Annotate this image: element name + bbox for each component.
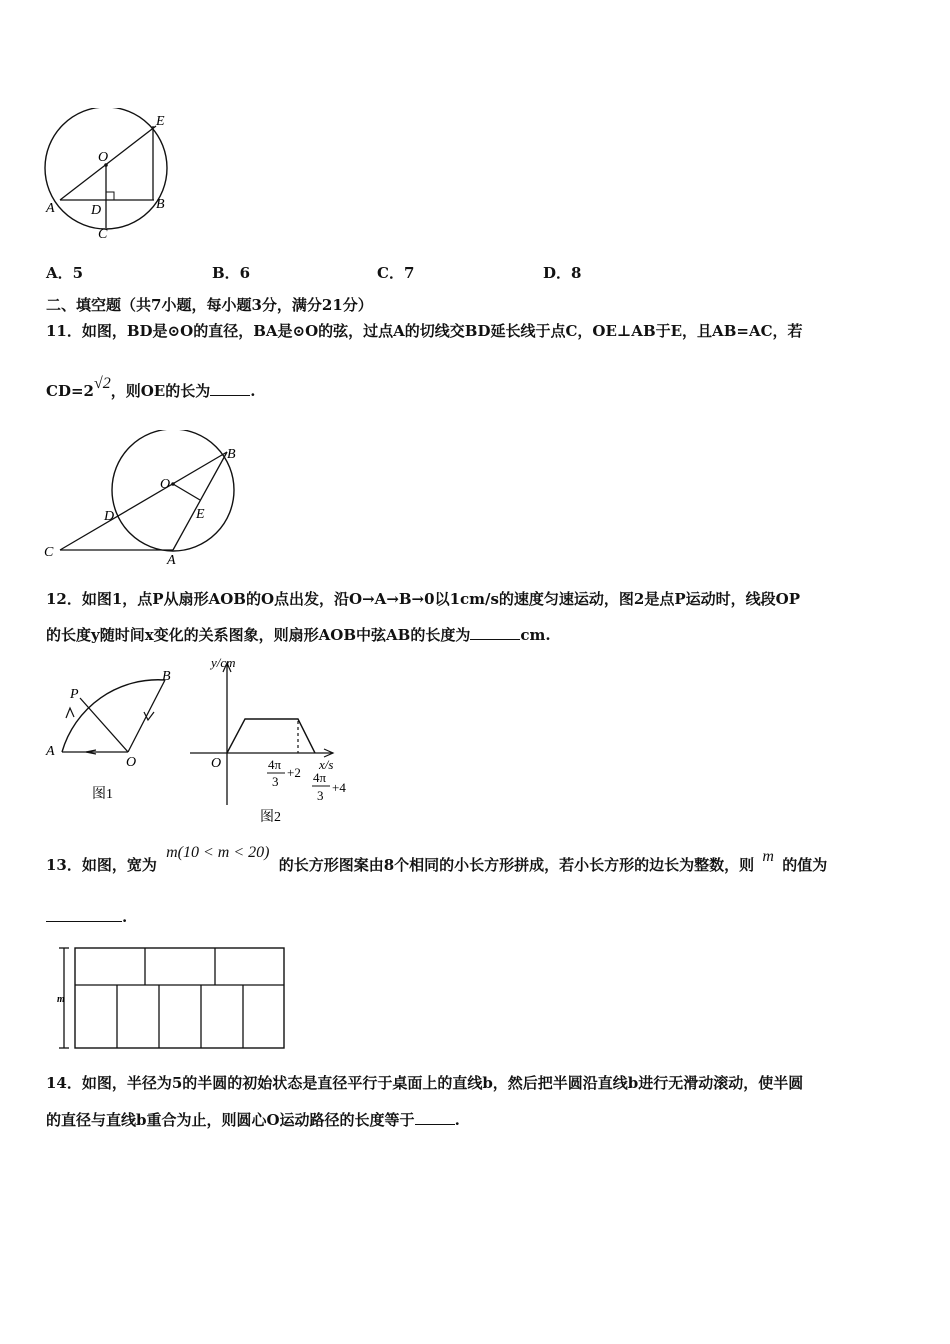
option-a: A．5 bbox=[46, 264, 84, 282]
label-C: C bbox=[44, 545, 54, 560]
label-B: B bbox=[227, 447, 236, 462]
option-b: B．6 bbox=[212, 264, 251, 282]
q13-prefix: 13．如图，宽为 bbox=[46, 856, 157, 874]
fig1-caption: 图1 bbox=[92, 787, 113, 802]
q12-figure1-sector bbox=[40, 660, 180, 805]
q14-end: . bbox=[454, 1111, 460, 1129]
label-B: B bbox=[156, 197, 165, 212]
tick1-add: +2 bbox=[287, 765, 301, 780]
fig2-caption: 图2 bbox=[260, 810, 281, 825]
label-A: A bbox=[46, 201, 55, 216]
y-axis-label: y/cm bbox=[211, 655, 236, 670]
x-axis-label: x/s bbox=[319, 757, 334, 772]
q13-end: . bbox=[122, 908, 128, 926]
label-D: D bbox=[91, 203, 102, 218]
label-O: O bbox=[126, 755, 137, 770]
q13-m-var: m bbox=[762, 848, 774, 865]
tick1-denominator: 3 bbox=[272, 774, 279, 789]
q11-circle-figure bbox=[40, 430, 245, 568]
q12-answer-blank[interactable] bbox=[470, 625, 520, 640]
q12-line2-text: 的长度y随时间x变化的关系图象，则扇形AOB中弦AB的长度为 bbox=[46, 626, 471, 644]
q13-line1 bbox=[46, 844, 828, 877]
q13-answer-blank[interactable] bbox=[46, 907, 122, 922]
label-B: B bbox=[162, 669, 171, 684]
label-P: P bbox=[70, 687, 79, 702]
q14-line2 bbox=[46, 1109, 460, 1131]
q13-middle: 的长方形图案由8个相同的小长方形拼成，若小长方形的边长为整数，则 bbox=[278, 856, 755, 874]
label-A: A bbox=[46, 744, 55, 759]
q12-line2 bbox=[46, 624, 551, 646]
label-C: C bbox=[98, 227, 108, 242]
tick2-denominator: 3 bbox=[317, 788, 324, 803]
q14-line1: 14．如图，半径为5的半圆的初始状态是直径平行于桌面上的直线b，然后把半圆沿直线b进行无滑动滚动，使半圆 bbox=[46, 1074, 804, 1092]
q14-answer-blank[interactable] bbox=[415, 1110, 455, 1125]
label-O: O bbox=[160, 477, 171, 492]
width-label: m bbox=[57, 994, 65, 1005]
q11-suffix: ，则OE的长为 bbox=[110, 382, 211, 400]
label-O: O bbox=[98, 150, 109, 165]
q11-radical: √2 bbox=[93, 375, 111, 392]
q13-suffix: 的值为 bbox=[782, 856, 828, 874]
label-A: A bbox=[167, 553, 176, 568]
q14-line2-text: 的直径与直线b重合为止，则圆心O运动路径的长度等于 bbox=[46, 1111, 415, 1129]
section-header: 二、填空题（共7小题，每小题3分，满分21分） bbox=[46, 296, 373, 314]
label-D: D bbox=[104, 509, 115, 524]
q11-end: . bbox=[250, 382, 256, 400]
q13-math: m(10 < m < 20) bbox=[166, 844, 270, 861]
option-d: D．8 bbox=[543, 264, 582, 282]
q12-figure2-graph bbox=[185, 655, 360, 827]
tick1-numerator: 4π bbox=[268, 757, 282, 772]
q11-line1: 11．如图，BD是⊙O的直径，BA是⊙O的弦，过点A的切线交BD延长线于点C，OE⊥AB于E，且AB=AC，若 bbox=[46, 322, 803, 340]
option-c: C．7 bbox=[377, 264, 415, 282]
q13-line2 bbox=[46, 906, 127, 928]
origin-label: O bbox=[211, 756, 222, 771]
q10-circle-figure bbox=[38, 108, 178, 246]
tick2-numerator: 4π bbox=[313, 770, 327, 785]
label-E: E bbox=[156, 114, 165, 129]
label-E: E bbox=[196, 507, 205, 522]
q11-answer-blank[interactable] bbox=[210, 381, 250, 396]
tick2-add: +4 bbox=[332, 780, 346, 795]
q13-rectangle-figure bbox=[55, 944, 295, 1052]
q11-line2 bbox=[46, 375, 256, 403]
q12-line2-end: cm. bbox=[520, 626, 551, 644]
q11-cd-prefix: CD=2 bbox=[46, 382, 94, 400]
q12-line1: 12．如图1，点P从扇形AOB的O点出发，沿O→A→B→0以1cm/s的速度匀速运动，图2是点P运动时，线段OP bbox=[46, 590, 800, 608]
